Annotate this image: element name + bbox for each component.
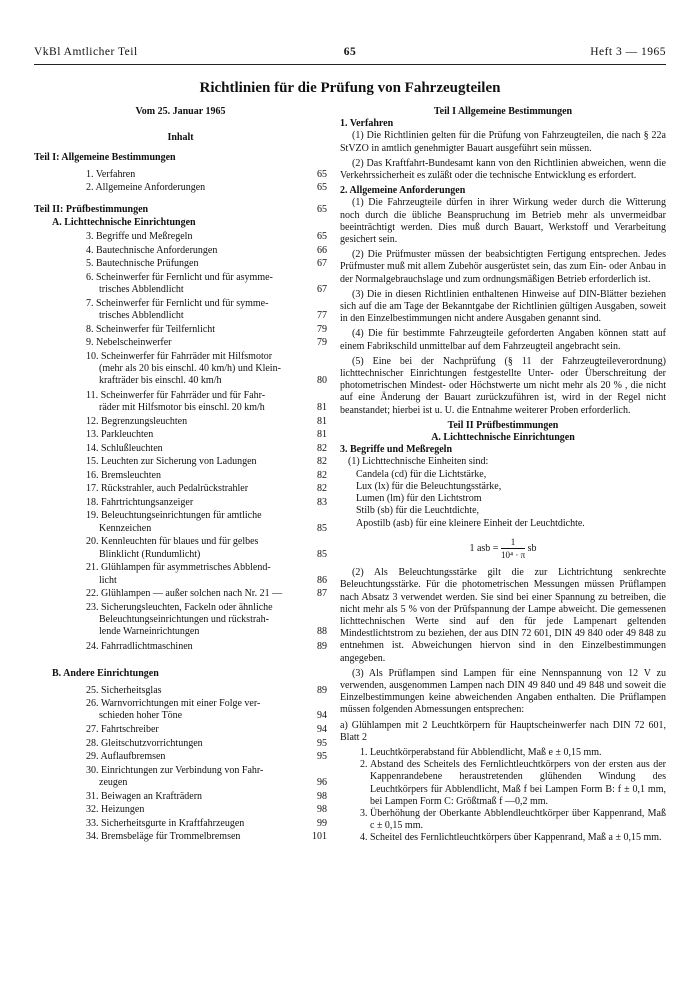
section3-para1: (1) Lichttechnische Einheiten sind:: [348, 456, 489, 468]
toc-entry-page: 95: [317, 737, 327, 749]
toc-entry[interactable]: [86, 324, 327, 338]
toc-entry-page: 85: [317, 522, 327, 534]
toc-entry-title: 26. Warnvorrichtungen mit einer Folge ver- schieden hoher Töne: [86, 698, 261, 722]
toc-entry[interactable]: [86, 751, 327, 765]
toc-entry-title: 20. Kennleuchten für blaues und für gelbes Blinklicht (Rundumlicht): [86, 536, 259, 560]
toc-section-a-label: A. Lichttechnische Einrichtungen: [52, 217, 196, 229]
toc-entry-title: 22. Glühlampen — außer solchen nach Nr. 21 —: [86, 588, 283, 600]
toc-entry-title: 8. Scheinwerfer für Teilfernlicht: [86, 323, 216, 335]
toc-entry-page: 94: [317, 710, 327, 722]
section2-para3: (3) Die in diesen Richtlinien enthaltenen Hinweise auf DIN-Blätter beziehen sich auf die am Tage der Bekanntgabe der Richtlinien gültigen Ausgaben, soweit in den Einzelbestimmungen nicht andere Ausgaben genannt sind.: [340, 288, 666, 325]
section2-para5: (5) Eine bei der Nachprüfung (§ 11 der Fahrzeugteileverordnung) lichttechnischer Einrichtungen festgestellte Unter- oder Überschreitung der photometrischen Mindest- oder Höchstwerte um nicht mehr als 20 % , die nicht auf eine Änderung der Bauart zurückzuführen ist, wird in der Regel nicht beanstandet; hierbei ist u. U. die Entnahme weiterer Proben erforderlich.: [340, 355, 666, 416]
toc-entry-title: 19. Beleuchtungseinrichtungen für amtliche Kennzeichen: [86, 510, 262, 534]
toc-entry-page: 101: [312, 831, 327, 843]
toc-entry-page: 83: [317, 496, 327, 508]
toc-entry-title: 3. Begriffe und Meßregeln: [86, 231, 193, 243]
toc-part2[interactable]: Teil II: Prüfbestimmungen 65: [34, 203, 327, 215]
toc-section-b-label: B. Andere Einrichtungen: [52, 668, 159, 680]
toc-entry-title: 25. Sicherheitsglas: [86, 684, 162, 696]
unit-definition: Lumen (lm) für den Lichtstrom: [356, 493, 482, 505]
toc-heading: Inhalt: [167, 132, 194, 144]
toc-entry-title: 29. Auflaufbremsen: [86, 751, 166, 763]
toc-entry[interactable]: [86, 831, 327, 845]
toc-entry[interactable]: [86, 258, 327, 272]
toc-entry-page: 85: [317, 548, 327, 560]
unit-definition: Stilb (sb) für die Leuchtdichte,: [356, 505, 480, 517]
toc-entry-page: 81: [317, 415, 327, 427]
toc-entry[interactable]: [86, 351, 327, 390]
toc-entry-page: 65: [317, 182, 327, 194]
running-header: [34, 46, 666, 62]
toc-entry-page: 98: [317, 790, 327, 802]
units-list: [340, 469, 666, 530]
toc-entry-page: 82: [317, 442, 327, 454]
section2-para2: (2) Die Prüfmuster müssen der beabsichtigten Fertigung entsprechen. Jedes Prüfmuster muß mit allem Zubehör ausgerüstet sein, das zum Ein- oder Anbau in der Normalgebrauchslage und zum ordnungsmäßigen Betrieb erforderlich ist.: [340, 249, 666, 285]
section1-para1: (1) Die Richtlinien gelten für die Prüfung von Fahrzeugteilen, die nach § 22a StVZO in amtlich genehmigter Bauart ausgeführt sein müssen.: [340, 130, 666, 154]
item-a-list: [340, 747, 666, 845]
toc-entry[interactable]: [86, 685, 327, 699]
asb-formula: 1 asb = $\frac{1}{\text{10⁴ · π}}$ sb: [469, 536, 537, 560]
toc-entry[interactable]: [86, 536, 327, 562]
toc-entry[interactable]: [86, 429, 327, 443]
unit-definition: Candela (cd) für die Lichtstärke,: [356, 468, 487, 480]
section3-para2: (2) Als Beleuchtungsstärke gilt die zur Lichtrichtung senkrechte Beleuchtungsstärke. Für die photometrischen Messungen müssen Prüflampen nach Absatz 3 verwendet werden. Sie sind bei einer Spannung zu betreiben, die nicht mehr als 5 % von der Prüfspannung der Lampe abweicht. Die gemessenen lichttechnischen Werte sind auf den für jede Lampenart geltenden Mindestlichtstrom zu beziehen, der aus DIN 72 601, DIN 49 840 oder 49 848 zu entnehmen ist. Abweichungen hiervon sind in den Einzelbestimmungen angegeben.: [340, 567, 666, 664]
toc-entry-title: 23. Sicherungsleuchten, Fackeln oder ähnliche Beleuchtungseinrichtungen und rückstrah- lende Warneinrichtungen: [86, 601, 273, 638]
toc-entry-title: 17. Rückstrahler, auch Pedalrückstrahler: [86, 483, 249, 495]
toc-entry-page: 80: [317, 375, 327, 387]
toc-entry-page: 96: [317, 776, 327, 788]
issue-label: Heft 3 — 1965: [590, 46, 666, 58]
toc-entry[interactable]: [86, 641, 327, 655]
toc-entry-title: 18. Fahrtrichtungsanzeiger: [86, 496, 194, 508]
section1-heading: 1. Verfahren: [340, 118, 394, 130]
toc-entry[interactable]: [86, 804, 327, 818]
toc-entry-page: 88: [317, 626, 327, 638]
toc-entry[interactable]: [86, 169, 327, 183]
toc-entry-title: 16. Bremsleuchten: [86, 469, 161, 481]
toc-entry-page: 66: [317, 244, 327, 256]
lamp-dimension-item: 3. Überhöhung der Oberkante Abblendleuchtkörper über Kappenrand, Maß c ± 0,15 mm.: [370, 808, 666, 832]
toc-entry[interactable]: [86, 298, 327, 324]
part2-subheading: A. Lichttechnische Einrichtungen: [431, 432, 575, 444]
part1-heading: Teil I Allgemeine Bestimmungen: [433, 106, 573, 117]
toc-entry-title: 27. Fahrtschreiber: [86, 724, 159, 736]
toc-entry[interactable]: [86, 602, 327, 641]
toc-entry[interactable]: [86, 443, 327, 457]
section2-para1: (1) Die Fahrzeugteile dürfen in ihrer Wirkung weder durch die Witterung noch durch die übliche Beanspruchung im Betrieb mehr als unvermeidbar beeinträchtigt werden. Dies muß durch Bauart, Werkstoff und Verarbeitung gesichert sein.: [340, 197, 666, 246]
toc-entry-page: 86: [317, 574, 327, 586]
toc-entry[interactable]: [86, 272, 327, 298]
toc-entry-page: 95: [317, 751, 327, 763]
unit-definition: Apostilb (asb) für eine kleinere Einheit der Leuchtdichte.: [356, 517, 585, 529]
toc-entry-page: 67: [317, 258, 327, 270]
lamp-dimension-item: 2. Abstand des Scheitels des Fernlichtleuchtkörpers von der ersten aus der Kappenrandebene heraustretenden glühenden Windung des Leuchtkörpers für Abblendlicht, Maß f bei Lampen Form B: f ± 0,1 mm, bei Lampen Form C: Größtmaß f —0,2 mm.: [370, 759, 666, 808]
formula-fraction: $\frac{1}{\text{10⁴ · π}}$: [500, 536, 526, 560]
toc-entry[interactable]: [86, 416, 327, 430]
section1-para2: (2) Das Kraftfahrt-Bundesamt kann von den Richtlinien abweichen, wenn die Verkehrssicherheit es zuläßt oder die technische Entwicklung es erfordert.: [340, 157, 666, 182]
toc-entry-title: 2. Allgemeine Anforderungen: [86, 182, 206, 194]
toc-entry-page: 89: [317, 684, 327, 696]
section3-heading: 3. Begriffe und Meßregeln: [340, 444, 453, 456]
toc-entry-page: 87: [317, 588, 327, 600]
toc-entry-title: 14. Schlußleuchten: [86, 442, 163, 454]
body-column: [340, 106, 666, 845]
toc-entry-title: 9. Nebelscheinwerfer: [86, 337, 172, 349]
toc-entry[interactable]: [86, 337, 327, 351]
part2-heading: Teil II Prüfbestimmungen: [447, 419, 559, 431]
toc-entry-page: 65: [317, 168, 327, 180]
toc-entry-title: 11. Scheinwerfer für Fahrräder und für Fahr- räder mit Hilfsmotor bis einschl. 20 km/h: [86, 389, 266, 414]
toc-entry-title: 34. Bremsbeläge für Trommelbremsen: [86, 831, 241, 843]
toc-entry[interactable]: [86, 182, 327, 196]
toc-entry-page: 79: [317, 323, 327, 335]
toc-entry[interactable]: [86, 497, 327, 511]
lamp-dimension-item: 4. Scheitel des Fernlichtleuchtkörpers über Kappenrand, Maß a ± 0,15 mm.: [370, 832, 666, 844]
section2-para4: (4) Die für bestimmte Fahrzeugteile geforderten Angaben können statt auf einem Fabrikschild unmittelbar auf dem Fahrzeugteil angebracht sein.: [340, 328, 666, 352]
document-title: Richtlinien für die Prüfung von Fahrzeugteilen: [199, 80, 501, 96]
toc-entry-page: 82: [317, 456, 327, 468]
toc-entry-title: 28. Gleitschutzvorrichtungen: [86, 737, 203, 749]
toc-entry-title: 31. Beiwagen an Krafträdern: [86, 790, 203, 802]
toc-entry[interactable]: [86, 818, 327, 832]
toc-entry[interactable]: [86, 588, 327, 602]
unit-definition: Lux (lx) für die Beleuchtungsstärke,: [356, 480, 502, 492]
toc-entry-title: 30. Einrichtungen zur Verbindung von Fahr- zeugen: [86, 764, 264, 788]
toc-entry-page: 94: [317, 724, 327, 736]
toc-entry[interactable]: [86, 765, 327, 791]
toc-entry[interactable]: [86, 724, 327, 738]
toc-entry-page: 82: [317, 469, 327, 481]
toc-entry-title: 24. Fahrradlichtmaschinen: [86, 640, 193, 652]
toc-entry[interactable]: [86, 562, 327, 588]
toc-entry[interactable]: [86, 791, 327, 805]
toc-entry-title: 7. Scheinwerfer für Fernlicht und für symme- trisches Abblendlicht: [86, 297, 269, 322]
toc-entry-page: 65: [317, 231, 327, 243]
toc-entry-page: 99: [317, 817, 327, 829]
toc-entry-title: 6. Scheinwerfer für Fernlicht und für asymme- trisches Abblendlicht: [86, 271, 273, 296]
toc-entry-title: 4. Bautechnische Anforderungen: [86, 244, 218, 256]
toc-entry-page: 82: [317, 483, 327, 495]
lamp-dimension-item: 1. Leuchtkörperabstand für Abblendlicht, Maß e ± 0,15 mm.: [370, 747, 666, 759]
toc-entry[interactable]: [86, 510, 327, 536]
toc-entry-page: 98: [317, 804, 327, 816]
toc-entry-title: 33. Sicherheitsgurte in Kraftfahrzeugen: [86, 817, 245, 829]
toc-entry-page: 77: [317, 310, 327, 321]
document-date: Vom 25. Januar 1965: [135, 106, 226, 117]
toc-entry-page: 81: [317, 402, 327, 413]
toc-entry[interactable]: [86, 245, 327, 259]
toc-entry-title: 21. Glühlampen für asymmetrisches Abblend- licht: [86, 562, 271, 586]
header-rule: [34, 64, 666, 65]
toc-entry[interactable]: [86, 698, 327, 724]
toc-entry-title: 15. Leuchten zur Sicherung von Ladungen: [86, 456, 257, 468]
toc-part1-label: Teil I: Allgemeine Bestimmungen: [34, 152, 176, 164]
toc-entry-page: 81: [317, 429, 327, 441]
toc-entry-title: 1. Verfahren: [86, 168, 136, 180]
toc-entry-title: 32. Heizungen: [86, 804, 145, 816]
toc-column: [34, 106, 327, 845]
journal-name: VkBl Amtlicher Teil: [34, 46, 138, 58]
toc-entry[interactable]: [86, 390, 327, 416]
section3-para3: (3) Als Prüflampen sind Lampen für eine Nennspannung von 12 V zu verwenden, ausgenommen Lampen nach DIN 49 840 und 49 848 und soweit die Einzelbestimmungen keine abweichenden Angaben enthalten. Die Prüflampen müssen folgenden Abmessungen entsprechen:: [340, 667, 666, 716]
toc-entry[interactable]: [86, 470, 327, 484]
toc-entry-page: 79: [317, 337, 327, 349]
toc-entry[interactable]: [86, 231, 327, 245]
toc-entry-title: 12. Begrenzungsleuchten: [86, 415, 188, 427]
toc-entry[interactable]: [86, 483, 327, 497]
section2-heading: 2. Allgemeine Anforderungen: [340, 185, 466, 197]
toc-entry[interactable]: [86, 738, 327, 752]
toc-entry-page: 89: [317, 640, 327, 652]
toc-entry[interactable]: [86, 456, 327, 470]
toc-entry-title: 10. Scheinwerfer für Fahrräder mit Hilfsmotor (mehr als 20 bis einschl. 40 km/h) und Klein- krafträder bis einschl. 40 km/h: [86, 350, 281, 387]
section3-item-a: a) Glühlampen mit 2 Leuchtkörpern für Hauptscheinwerfer nach DIN 72 601, Blatt 2: [340, 719, 666, 743]
toc-entry-title: 13. Parkleuchten: [86, 429, 154, 441]
page-number: 65: [343, 46, 357, 58]
toc-entry-title: 5. Bautechnische Prüfungen: [86, 258, 199, 270]
toc-entry-page: 67: [317, 284, 327, 295]
